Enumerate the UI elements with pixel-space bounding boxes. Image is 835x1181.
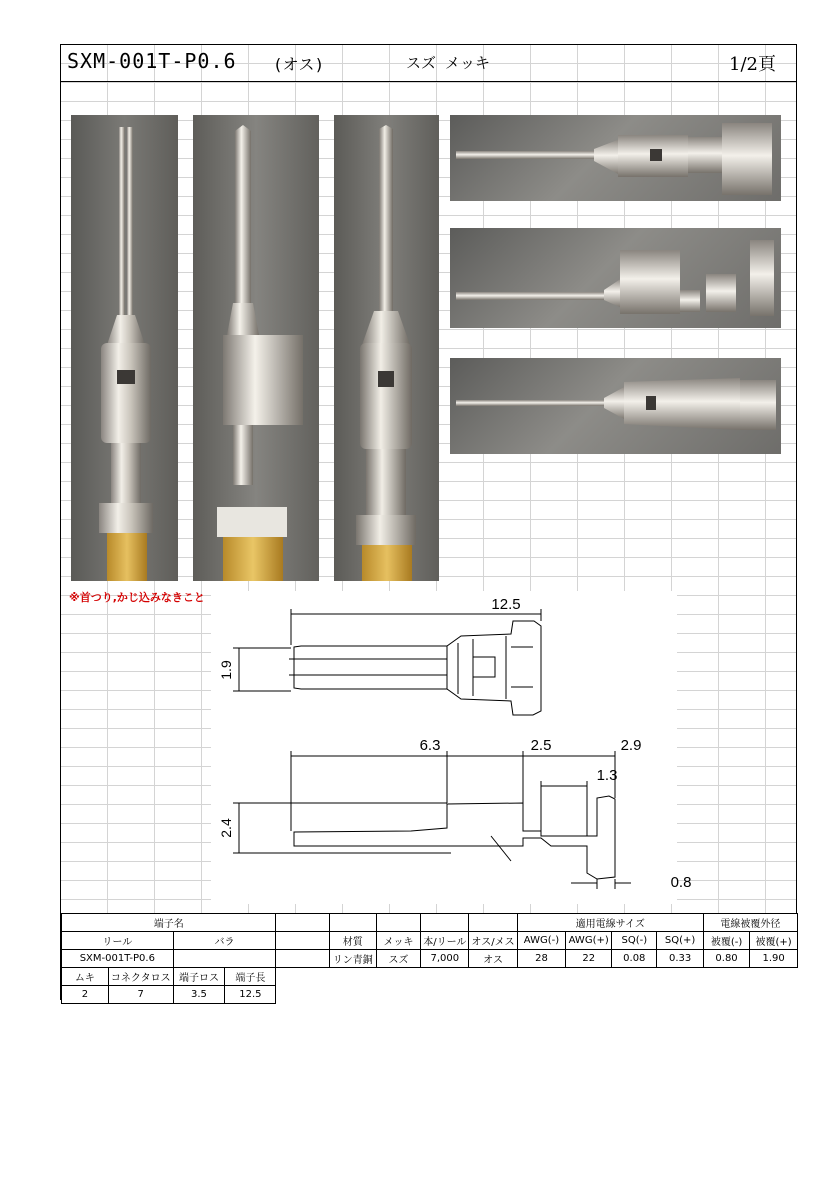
spec-sheet (60, 44, 797, 1000)
spec-table (61, 913, 798, 1004)
qty-value: 7,000 (421, 950, 469, 968)
plating-header: メッキ (376, 932, 420, 950)
part-number-title: SXM-001T-P0.6 (67, 49, 237, 73)
terminal-photo-profile (450, 228, 781, 328)
awg-max-value: 22 (566, 950, 612, 968)
dim-overall-length: 12.5 (491, 596, 521, 613)
qty-header: 本/リール (421, 932, 469, 950)
sq-min-header: SQ(-) (612, 932, 657, 950)
cov-max-value: 1.90 (750, 950, 798, 968)
strip-value: 2 (62, 986, 109, 1004)
terminal-photo-top (450, 115, 781, 201)
terminal-name-header: 端子名 (62, 914, 276, 932)
plating-label: スズ メッキ (406, 54, 491, 72)
gender-header: オス/メス (469, 932, 517, 950)
terminal-photo-bottom (450, 358, 781, 454)
gender-label: (オス) (273, 55, 325, 74)
dim-tail: 0.8 (670, 874, 692, 891)
dim-height: 2.4 (218, 818, 234, 838)
loose-header: バラ (173, 932, 276, 950)
strip-header: ムキ (62, 968, 109, 986)
terminal-photo-side (193, 115, 319, 581)
material-value: リン青銅 (329, 950, 376, 968)
plating-value: スズ (376, 950, 420, 968)
material-header: 材質 (329, 932, 376, 950)
dim-pin-length: 6.3 (419, 737, 441, 754)
awg-max-header: AWG(+) (566, 932, 612, 950)
term-loss-header: 端子ロス (173, 968, 225, 986)
term-len-value: 12.5 (225, 986, 276, 1004)
conn-loss-header: コネクタロス (108, 968, 173, 986)
dim-width: 1.9 (218, 660, 234, 680)
terminal-photo-front (71, 115, 178, 581)
sq-min-value: 0.08 (612, 950, 657, 968)
cov-max-header: 被覆(+) (750, 932, 798, 950)
dim-crimp-length: 2.9 (620, 737, 642, 754)
awg-min-header: AWG(-) (517, 932, 566, 950)
sq-max-value: 0.33 (657, 950, 703, 968)
cov-min-value: 0.80 (703, 950, 749, 968)
term-loss-value: 3.5 (173, 986, 225, 1004)
loose-part-value (173, 950, 276, 968)
reel-header: リール (62, 932, 174, 950)
term-len-header: 端子長 (225, 968, 276, 986)
insulation-header: 電線被覆外径 (703, 914, 797, 932)
cov-min-header: 被覆(-) (703, 932, 749, 950)
awg-min-value: 28 (517, 950, 566, 968)
dimension-drawing (211, 591, 692, 904)
dim-wire-barrel: 1.3 (596, 767, 618, 784)
dim-body-length: 2.5 (530, 737, 552, 754)
reel-part-value: SXM-001T-P0.6 (62, 950, 174, 968)
conn-loss-value: 7 (108, 986, 173, 1004)
terminal-photo-back (334, 115, 439, 581)
title-divider (61, 81, 796, 82)
warning-note: ※首つり,かじ込みなきこと (69, 591, 205, 604)
sq-max-header: SQ(+) (657, 932, 703, 950)
wire-size-header: 適用電線サイズ (517, 914, 703, 932)
page-number: 1/2頁 (729, 54, 776, 75)
gender-value: オス (469, 950, 517, 968)
